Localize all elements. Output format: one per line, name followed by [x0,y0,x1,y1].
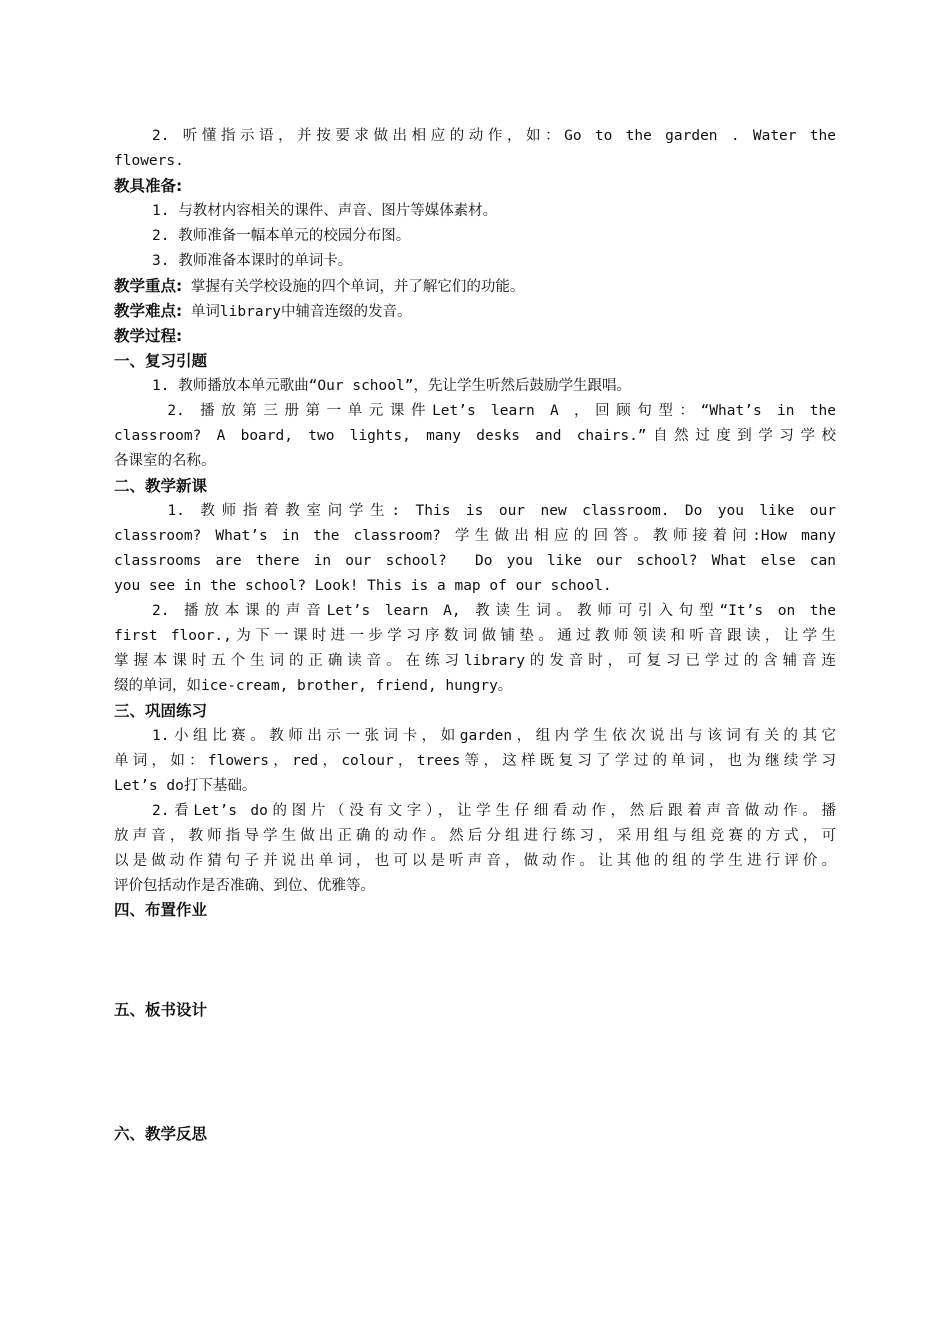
heading-teaching-tools: 教具准备: [114,177,183,195]
section2-item2-line3: 掌握本课时五个生词的正确读音。在练习library的发音时，可复习已学过的含辅音连 [114,653,836,669]
key-points-text: 掌握有关学校设施的四个单词，并了解它们的功能。 [182,279,525,295]
section3-item1-line1: 1.小组比赛。教师出示一张词卡，如garden，组内学生依次说出与该词有关的其它 [152,728,836,744]
tools-item-3: 3. 教师准备本课时的单词卡。 [152,253,353,269]
section3-item2-line2: 放声音，教师指导学生做出正确的动作。然后分组进行练习，采用组与组竞赛的方式，可 [114,828,836,844]
section3-item1-line3: Let’s do打下基础。 [114,778,257,794]
heading-section-3: 三、巩固练习 [114,702,208,720]
section2-item2-line1: 2. 播放本课的声音Let’s learn A, 教读生词。教师可引入句型“It’s on the [152,603,836,619]
section2-item2-line2: first floor.,为下一课时进一步学习序数词做铺垫。通过教师领读和听音跟读，让学生 [114,628,836,644]
section1-item2-line3: 各课室的名称。 [114,453,216,469]
difficult-points-label: 教学难点: [114,302,183,320]
section2-item1-line1: 1. 教师指着教室问学生: This is our new classroom. Do you like our [152,503,836,519]
difficult-points-text: 单词library中辅音连缀的发音。 [182,304,412,320]
heading-section-6: 六、教学反思 [114,1125,208,1143]
section2-item1-line3: classrooms are there in our school? Do you like our school? What else can [114,553,836,569]
section1-item2-line2: classroom? A board, two lights, many desks and chairs.”自然过度到学习学校 [114,428,836,444]
heading-section-1: 一、复习引题 [114,352,208,370]
tools-item-1: 1. 与教材内容相关的课件、声音、图片等媒体素材。 [152,203,498,219]
tools-item-2: 2. 教师准备一幅本单元的校园分布图。 [152,228,411,244]
section3-item2-line4: 评价包括动作是否准确、到位、优雅等。 [114,878,375,894]
section3-item1-line2: 单词，如：flowers，red，colour，trees等，这样既复习了学过的单词，也为继续学习 [114,753,836,769]
section2-item2-line4: 缀的单词，如ice-cream, brother, friend, hungry。 [114,678,513,694]
section3-item2-line3: 以是做动作猜句子并说出单词，也可以是听声音，做动作。让其他的组的学生进行评价。 [114,853,836,869]
heading-section-4: 四、布置作业 [114,901,208,919]
key-points-label: 教学重点: [114,277,183,295]
section2-item1-line4: you see in the school? Look! This is a map of our school. [114,578,612,594]
section1-item2-line1: 2. 播放第三册第一单元课件Let’s learn A ，回顾句型：“What’s in the [152,403,836,419]
objective-2-line1: 2. 听懂指示语，并按要求做出相应的动作，如：Go to the garden . Water the [152,128,836,144]
objective-2-line2: flowers. [114,153,184,169]
section1-item1: 1. 教师播放本单元歌曲“Our school”，先让学生听然后鼓励学生跟唱。 [152,378,631,394]
heading-section-5: 五、板书设计 [114,1001,208,1019]
section2-item1-line2: classroom? What’s in the classroom? 学生做出相应的回答。教师接着问:How many [114,528,836,544]
heading-teaching-process: 教学过程: [114,327,183,345]
section3-item2-line1: 2.看Let’s do的图片（没有文字），让学生仔细看动作，然后跟着声音做动作。播 [152,803,836,819]
difficult-points-line [114,299,412,324]
heading-section-2: 二、教学新课 [114,477,208,495]
key-points-line [114,274,524,299]
